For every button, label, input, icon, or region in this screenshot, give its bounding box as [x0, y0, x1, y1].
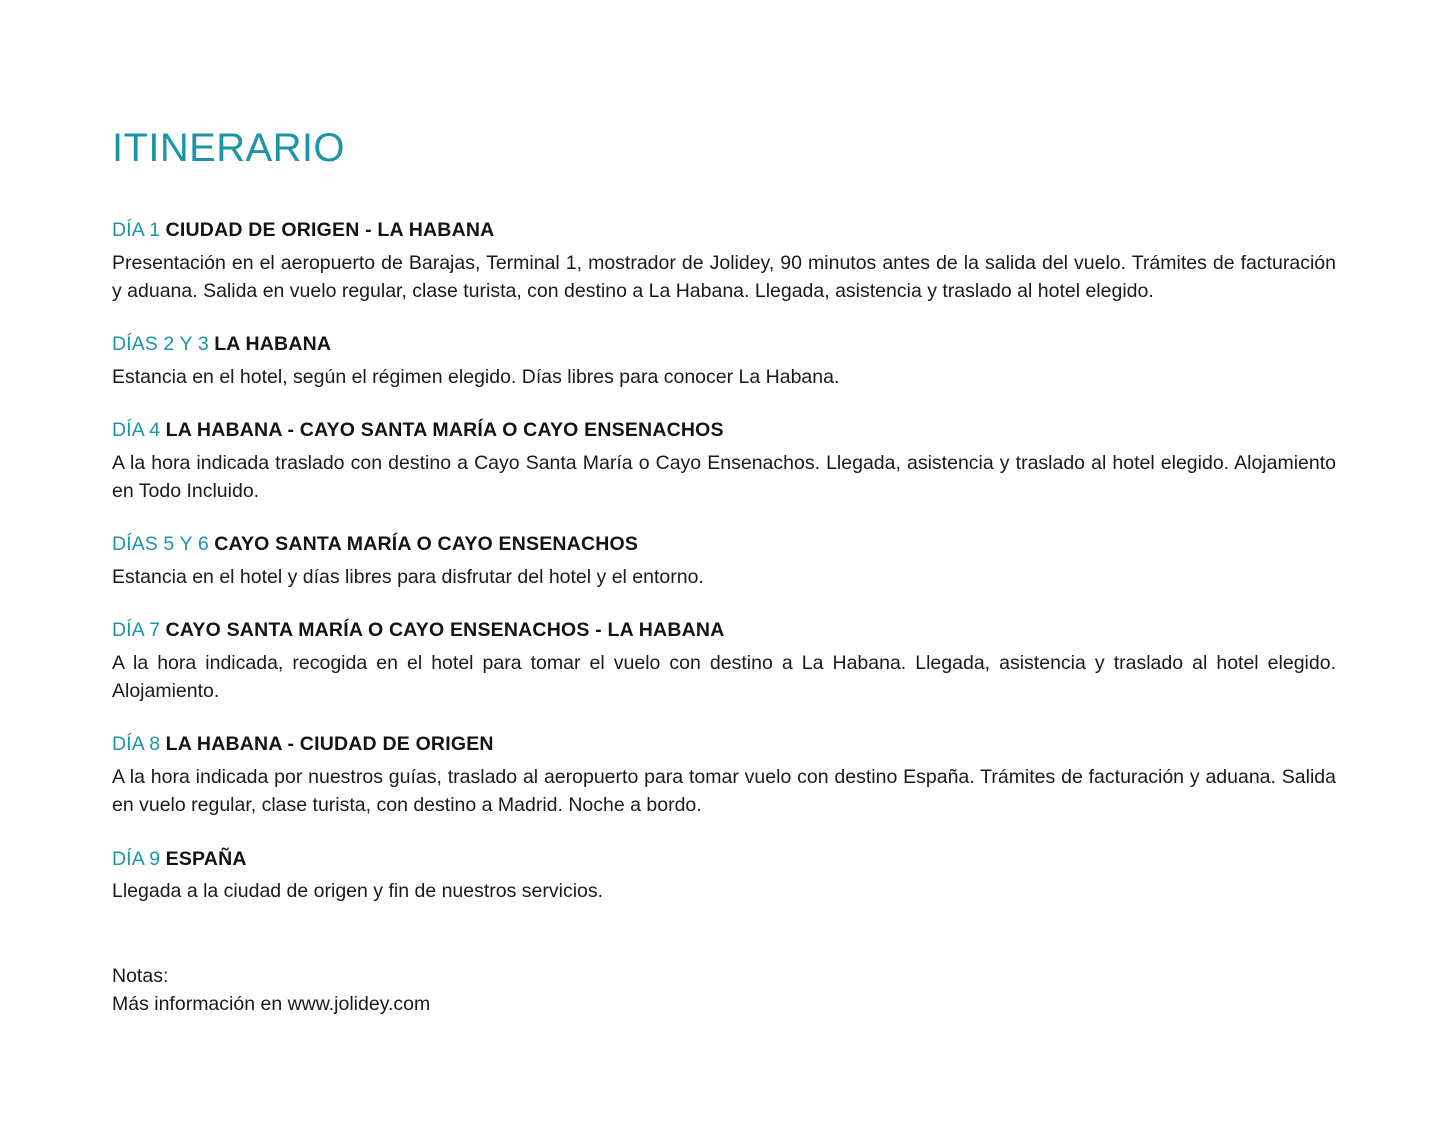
day-section-6 [112, 732, 1336, 819]
day-title-1: CIUDAD DE ORIGEN - LA HABANA [165, 219, 495, 241]
notes-heading: Notas: [112, 964, 169, 987]
day-title-4: CAYO SANTA MARÍA O CAYO ENSENACHOS [214, 533, 639, 556]
day-title-5: CAYO SANTA MARÍA O CAYO ENSENACHOS - LA HABANA [165, 619, 725, 642]
notes-info-line: Más información en www.jolidey.com [112, 992, 431, 1015]
day-body-6: A la hora indicada por nuestros guías, traslado al aeropuerto para tomar vuelo con destino España. Trámites de facturación y aduana. Salida en vuelo regular, clase turista, con destino a Madrid. Noche a bordo. [112, 766, 1336, 817]
day-body-3: A la hora indicada traslado con destino a Cayo Santa María o Cayo Ensenachos. Llegada, asistencia y traslado al hotel elegido. Alojamiento en Todo Incluido. [112, 452, 1336, 503]
day-label-1: DÍA 1 [112, 219, 161, 241]
day-section-3 [112, 418, 1336, 505]
day-section-1 [112, 218, 1336, 305]
day-section-4 [112, 532, 1336, 591]
day-section-7 [112, 847, 1336, 906]
day-label-3: DÍA 4 [112, 419, 161, 442]
day-heading-6 [112, 732, 1336, 757]
day-title-7: ESPAÑA [165, 847, 247, 870]
day-body-4: Estancia en el hotel y días libres para disfrutar del hotel y el entorno. [112, 566, 704, 589]
day-label-5: DÍA 7 [112, 619, 161, 642]
day-heading-2 [112, 332, 1336, 357]
day-label-2: DÍAS 2 Y 3 [112, 333, 209, 356]
page-content [112, 128, 1336, 1018]
day-heading-5 [112, 618, 1336, 643]
day-title-3: LA HABANA - CAYO SANTA MARÍA O CAYO ENSENACHOS [165, 419, 724, 442]
day-label-7: DÍA 9 [112, 847, 161, 870]
day-body-1: Presentación en el aeropuerto de Barajas, Terminal 1, mostrador de Jolidey, 90 minutos antes de la salida del vuelo. Trámites de facturación y aduana. Salida en vuelo regular, clase turista, con destino a La Habana. Llegada, asistencia y traslado al hotel elegido. [112, 251, 1336, 303]
day-body-2: Estancia en el hotel, según el régimen elegido. Días libres para conocer La Habana. [112, 366, 840, 389]
day-label-4: DÍAS 5 Y 6 [112, 533, 209, 556]
day-label-6: DÍA 8 [112, 733, 161, 756]
day-body-7: Llegada a la ciudad de origen y fin de nuestros servicios. [112, 880, 604, 903]
day-heading-4 [112, 532, 1336, 557]
day-heading-7 [112, 847, 1336, 872]
day-title-2: LA HABANA [214, 333, 332, 356]
page-title: ITINERARIO [112, 126, 345, 170]
day-title-6: LA HABANA - CIUDAD DE ORIGEN [165, 733, 494, 756]
day-heading-1 [112, 218, 1336, 243]
day-body-5: A la hora indicada, recogida en el hotel para tomar el vuelo con destino a La Habana. Llegada, asistencia y traslado al hotel elegido. Alojamiento. [112, 652, 1336, 703]
day-heading-3 [112, 418, 1336, 443]
day-section-5 [112, 618, 1336, 705]
notes-section [112, 962, 1336, 1018]
day-section-2 [112, 332, 1336, 391]
